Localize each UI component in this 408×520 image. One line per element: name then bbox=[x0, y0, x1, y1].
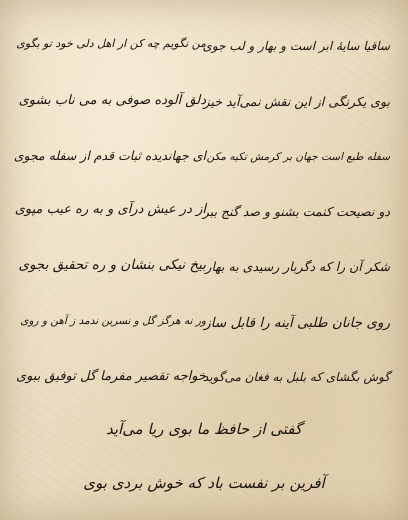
verse-4-right-hemistich: دو نصیحت کنمت بشنو و صد گنج ببر bbox=[202, 204, 390, 219]
verse-5-left-hemistich: بیخ نیکی بنشان و ره تحقیق بجوی bbox=[18, 257, 206, 273]
verse-7-left-hemistich: خواجه تقصیر مفرما گل توفیق ببوی bbox=[15, 369, 206, 384]
verse-6-left-hemistich: ور نه هرگز گل و نسرین ندمد ز آهن و روی bbox=[20, 315, 206, 327]
verse-3-right-hemistich: سفله طبع است جهان بر کرمش تکیه مکن bbox=[206, 151, 390, 163]
verse-4-left-hemistich: از در عیش درآی و به ره عیب مپوی bbox=[14, 202, 206, 217]
verse-1-left-hemistich: من نگویم چه کن ار اهل دلی خود تو بگوی bbox=[16, 37, 206, 50]
verse-7-right-hemistich: گوش بگشای که بلبل به فغان می‌گوید bbox=[202, 370, 390, 384]
verse-1-right-hemistich: ساقیا سایهٔ ابر است و بهار و لب جوی bbox=[202, 39, 390, 53]
verse-2-right-hemistich: بوی یکرنگی از این نقش نمی‌آید خیز bbox=[203, 94, 390, 109]
closing-line-2: آفرین بر نفست باد که خوش بردی بوی bbox=[83, 474, 325, 492]
closing-line-1: گفتی از حافظ ما بوی ریا می‌آید bbox=[105, 420, 303, 438]
verse-2-left-hemistich: دلق آلوده صوفی به می ناب بشوی bbox=[18, 93, 206, 108]
verse-3-left-hemistich: ای جهاندیده ثبات قدم از سفله مجوی bbox=[13, 148, 206, 163]
verse-6-right-hemistich: روی جانان طلبی آینه را قابل ساز bbox=[204, 315, 390, 331]
verse-5-right-hemistich: شکر آن را که دگربار رسیدی به بهار bbox=[205, 259, 390, 274]
